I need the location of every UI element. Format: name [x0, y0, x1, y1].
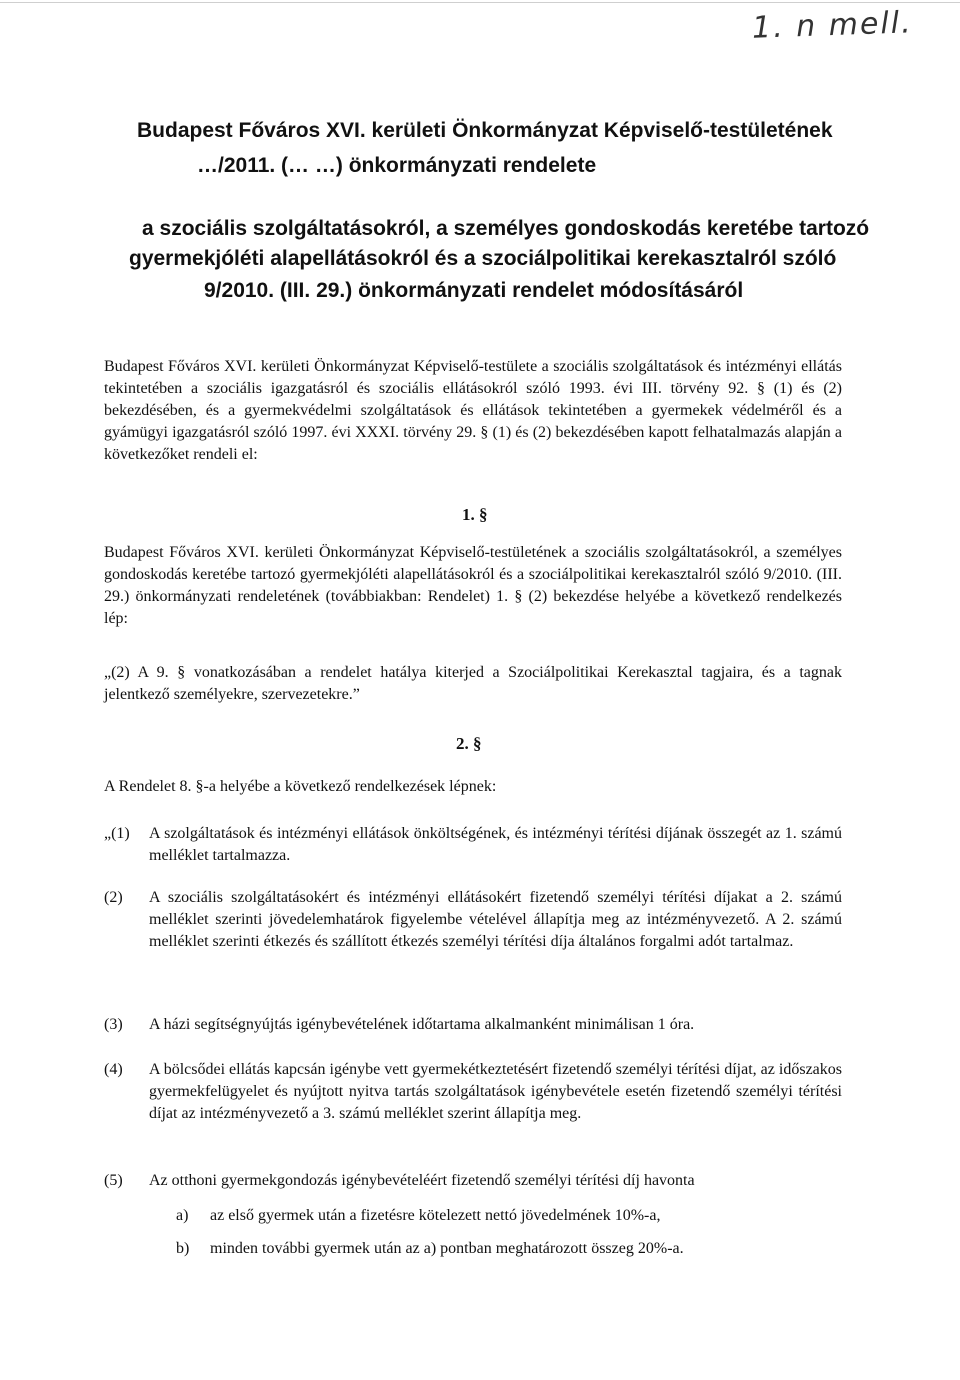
heading-line-5: 9/2010. (III. 29.) önkormányzati rendelet módosításáról — [204, 279, 744, 302]
item-text: A házi segítségnyújtás igénybevételének időtartama alkalmanként minimálisan 1 óra. — [149, 1016, 695, 1033]
sub-item-label: a) — [176, 1207, 189, 1224]
section-2-title: 2. § — [456, 734, 482, 753]
item-text: Az otthoni gyermekgondozás igénybevételéért fizetendő személyi térítési díj havonta — [149, 1172, 695, 1189]
sub-item-b — [176, 1238, 684, 1260]
list-item — [104, 1059, 842, 1125]
item-number: „(1) — [104, 825, 130, 842]
sub-item-a — [176, 1205, 660, 1227]
item-text: A szolgáltatások és intézményi ellátások önköltségének, és intézményi térítési díjának összegét az 1. számú melléklet tartalmazza. — [149, 825, 842, 864]
list-item — [104, 823, 842, 867]
section-1-text: Budapest Főváros XVI. kerületi Önkormányzat Képviselő-testületének a szociális szolgáltatásokról, a személyes gondoskodás keretébe tartozó gyermekjóléti alapellátásokról és a szociálpolitikai kerekasztalról szóló 9/2010. (III. 29.) önkormányzati rendeletének (továbbiakban: Rendelet) 1. § (2) bekezdése helyébe a következő rendelkezés lép: — [104, 544, 842, 627]
item-number: (4) — [104, 1061, 123, 1078]
section-1-quote: „(2) A 9. § vonatkozásában a rendelet hatálya kiterjed a Szociálpolitikai Kerekasztal tagjaira, és a tagnak jelentkező személyekre, szervezetekre.” — [104, 664, 842, 703]
sub-item-text: minden további gyermek után az a) pontban meghatározott összeg 20%-a. — [210, 1240, 684, 1257]
heading-line-1: Budapest Főváros XVI. kerületi Önkormányzat Képviselő-testületének — [137, 119, 833, 142]
preamble-paragraph: Budapest Főváros XVI. kerületi Önkormányzat Képviselő-testülete a szociális szolgáltatások és intézményi ellátás tekintetében a szociális igazgatásról és szociális ellátásokról szóló 1993. évi III. törvény 92. § (1) és (2) bekezdésében, és a gyermekvédelmi szolgáltatások és ellátások tekintetében a gyermekek védelméről és a gyámügyi igazgatásról szóló 1997. évi XXXI. törvény 29. § (1) és (2) bekezdésében kapott felhatalmazás alapján a következőket rendeli el: — [104, 358, 842, 463]
section-1-title: 1. § — [462, 505, 488, 524]
list-item — [104, 1014, 842, 1036]
item-number: (3) — [104, 1016, 123, 1033]
heading-line-4: gyermekjóléti alapellátásokról és a szociálpolitikai kerekasztalról szóló — [129, 247, 837, 270]
handwritten-annotation: 1. n mell. — [751, 5, 914, 46]
list-item — [104, 1170, 842, 1192]
heading-line-2: …/2011. (… …) önkormányzati rendelete — [197, 154, 597, 177]
item-number: (2) — [104, 889, 123, 906]
heading-line-3: a szociális szolgáltatásokról, a személyes gondoskodás keretébe tartozó — [142, 217, 870, 240]
section-2-intro: A Rendelet 8. §-a helyébe a következő rendelkezések lépnek: — [104, 778, 497, 795]
sub-item-text: az első gyermek után a fizetésre kötelezett nettó jövedelmének 10%-a, — [210, 1207, 661, 1224]
item-text: A szociális szolgáltatásokért és intézményi ellátásokért fizetendő személyi térítési díjakat a 2. számú melléklet szerinti jövedelemhatárok figyelembe vételével állapítja meg az intézményvezető. A 2. számú melléklet szerinti étkezés és szállított étkezés személyi térítési díja általános forgalmi adót tartalmaz. — [149, 889, 842, 950]
item-text: A bölcsődei ellátás kapcsán igénybe vett gyermekétkeztetésért fizetendő személyi térítési díjat, az időszakos gyermekfelügyelet és nyújtott nyitva tartás szolgáltatások igénybevétele esetén fizetendő személyi térítési díjat az intézményvezető a 3. számú melléklet szerint állapítja meg. — [149, 1061, 842, 1122]
list-item — [104, 887, 842, 953]
item-number: (5) — [104, 1172, 123, 1189]
sub-item-label: b) — [176, 1240, 190, 1257]
scan-edge-line — [0, 2, 960, 3]
